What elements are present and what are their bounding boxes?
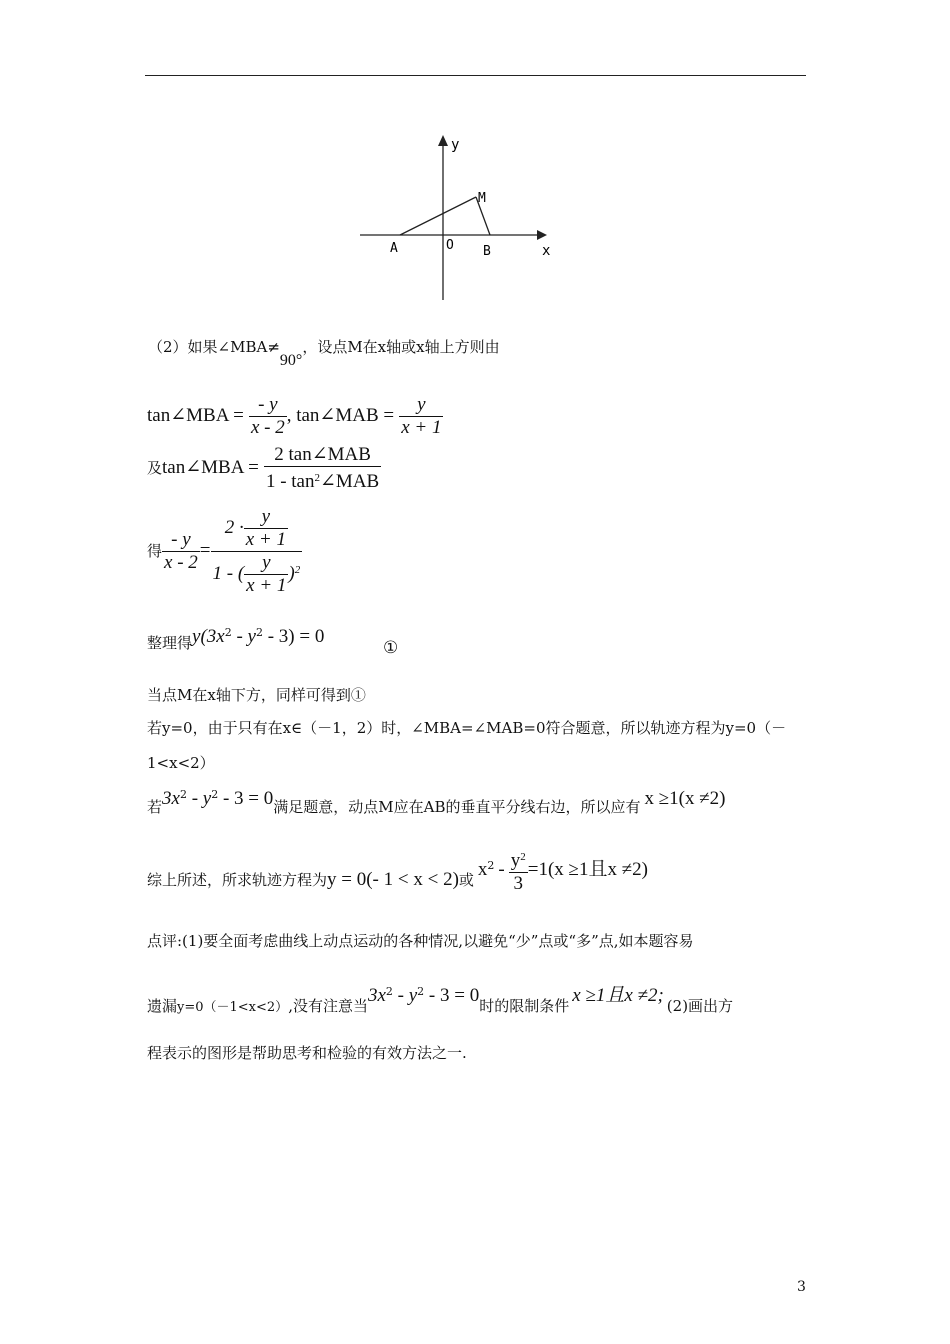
summary-minus: - — [498, 859, 505, 880]
denominator: x + 1 — [245, 529, 286, 550]
bottom-paren: ) — [288, 562, 295, 584]
coordinate-figure — [350, 125, 570, 305]
comment-2c: ,没有注意当 — [288, 997, 368, 1015]
y-axis-arrow — [438, 135, 448, 146]
degree-90: 90° — [279, 352, 303, 369]
den-sup: 2 — [314, 472, 320, 484]
eq3-prefix: 得 — [147, 542, 163, 560]
line-summary — [147, 846, 648, 895]
summary-sup: 2 — [487, 859, 495, 872]
summary-tail: =1(x ≥1且x ≠2) — [527, 859, 648, 880]
expr-b: - y — [231, 626, 256, 647]
line-case-2 — [148, 336, 500, 369]
denominator — [264, 467, 381, 493]
line7-prefix: 若 — [147, 798, 163, 816]
summary-x: x — [477, 859, 488, 880]
x-axis-arrow — [537, 230, 547, 240]
sup-2: 2 — [211, 788, 219, 801]
sup-2: 2 — [255, 626, 263, 639]
comment-line-3: 程表示的图形是帮助思考和检验的有效方法之一. — [147, 1044, 467, 1062]
line-y-zero-a: 若y=0，由于只有在x∈（－1，2）时，∠MBA=∠MAB=0符合题意，所以轨迹方程为y=0（－ — [147, 719, 787, 737]
numerator: y — [244, 506, 288, 529]
expr-b: - y — [186, 788, 212, 809]
inner-fraction-top — [244, 506, 288, 551]
inner-fraction-bottom — [244, 552, 288, 597]
comment-2e: (2)画出方 — [666, 997, 734, 1015]
numerator: 2 tan∠MAB — [264, 444, 381, 467]
case-2-rest: ，设点M在x轴或x轴上方则由 — [302, 338, 500, 356]
fraction-left — [162, 529, 200, 574]
b-label: B — [483, 244, 491, 259]
denominator: 3 — [513, 873, 523, 894]
segment-am — [400, 197, 476, 235]
numerator: y — [244, 552, 288, 575]
expr-a: 3x — [162, 788, 180, 809]
sup-1: 2 — [224, 626, 232, 639]
top-coefficient: 2 · — [224, 516, 244, 538]
num-y: y — [510, 850, 521, 871]
denominator: x - 2 — [250, 417, 285, 438]
expr-a: y(3x — [192, 626, 225, 647]
summary-eq-a: y = 0(- 1 < x < 2) — [327, 869, 459, 890]
numerator: y — [399, 394, 443, 417]
comment-line-2 — [147, 980, 734, 1015]
case-2-intro: （2）如果∠MBA≠ — [148, 338, 280, 356]
line-below-axis: 当点M在x轴下方，同样可得到① — [147, 686, 366, 704]
expr-c: - 3 = 0 — [424, 985, 480, 1006]
sup-2: 2 — [417, 985, 425, 998]
equation-tan-definitions — [147, 394, 443, 439]
expr-a: 3x — [367, 985, 386, 1006]
fraction-y2-over-3 — [509, 846, 528, 895]
tan-mba-lhs: tan∠MBA = — [147, 405, 244, 426]
page-number: 3 — [797, 1279, 806, 1295]
eq2-prefix: 及 — [147, 459, 163, 477]
fraction-double-angle — [264, 444, 381, 493]
expr-c: - 3 = 0 — [218, 788, 274, 809]
bottom-prefix: 1 - ( — [212, 562, 245, 584]
y-label: y — [451, 137, 460, 153]
comment-2d: 时的限制条件 — [479, 997, 570, 1015]
comment-2a: 遗漏 — [147, 997, 178, 1015]
equation-substituted — [147, 506, 302, 597]
sup-1: 2 — [179, 788, 187, 801]
comment-2-condition: x ≥1且x ≠2; — [572, 985, 664, 1006]
bottom-sup: 2 — [294, 563, 301, 576]
line7-middle: 满足题意，动点M应在AB的垂直平分线右边，所以应有 — [273, 798, 641, 816]
comment-2b: y=0（－1<x<2） — [177, 1000, 289, 1015]
line7-condition: x ≥1(x ≠2) — [644, 788, 726, 809]
comment-line-1: 点评:(1)要全面考虑曲线上动点运动的各种情况,以避免“少”点或“多”点,如本题容易 — [147, 932, 694, 950]
line-y-zero-b: 1<x<2） — [147, 754, 215, 772]
expr-c: - 3) = 0 — [262, 626, 325, 647]
fraction-neg-y-over-x-2 — [249, 394, 287, 439]
den-part-a: 1 - tan — [265, 471, 315, 492]
equation-simplified — [147, 626, 325, 652]
m-label: M — [478, 191, 486, 206]
header-rule — [145, 75, 806, 76]
expr-b: - y — [392, 985, 418, 1006]
fraction-y-over-x-plus-1 — [399, 394, 443, 439]
num-sup: 2 — [520, 851, 526, 863]
x-label: x — [542, 243, 551, 259]
compound-denominator — [211, 552, 303, 597]
circled-one: ① — [383, 638, 399, 658]
equation-double-angle — [147, 444, 381, 493]
den-part-b: ∠MAB — [320, 471, 380, 492]
compound-numerator — [211, 506, 303, 552]
denominator: x + 1 — [401, 417, 442, 438]
numerator — [509, 846, 528, 873]
summary-or: 或 — [458, 871, 474, 889]
eq2-lhs: tan∠MBA = — [162, 457, 259, 478]
sup-1: 2 — [385, 985, 393, 998]
equals-sign: = — [199, 540, 211, 561]
denominator: x + 1 — [246, 575, 287, 596]
eq4-prefix: 整理得 — [147, 634, 193, 652]
compound-fraction — [211, 506, 303, 597]
a-label: A — [390, 241, 398, 256]
summary-prefix: 综上所述，所求轨迹方程为 — [147, 871, 328, 889]
o-label: O — [446, 238, 454, 253]
numerator: - y — [162, 529, 200, 552]
line-hyperbola-case — [147, 788, 726, 816]
numerator: - y — [249, 394, 287, 417]
denominator: x - 2 — [164, 552, 198, 573]
tan-mab-lhs: , tan∠MAB = — [286, 405, 395, 426]
